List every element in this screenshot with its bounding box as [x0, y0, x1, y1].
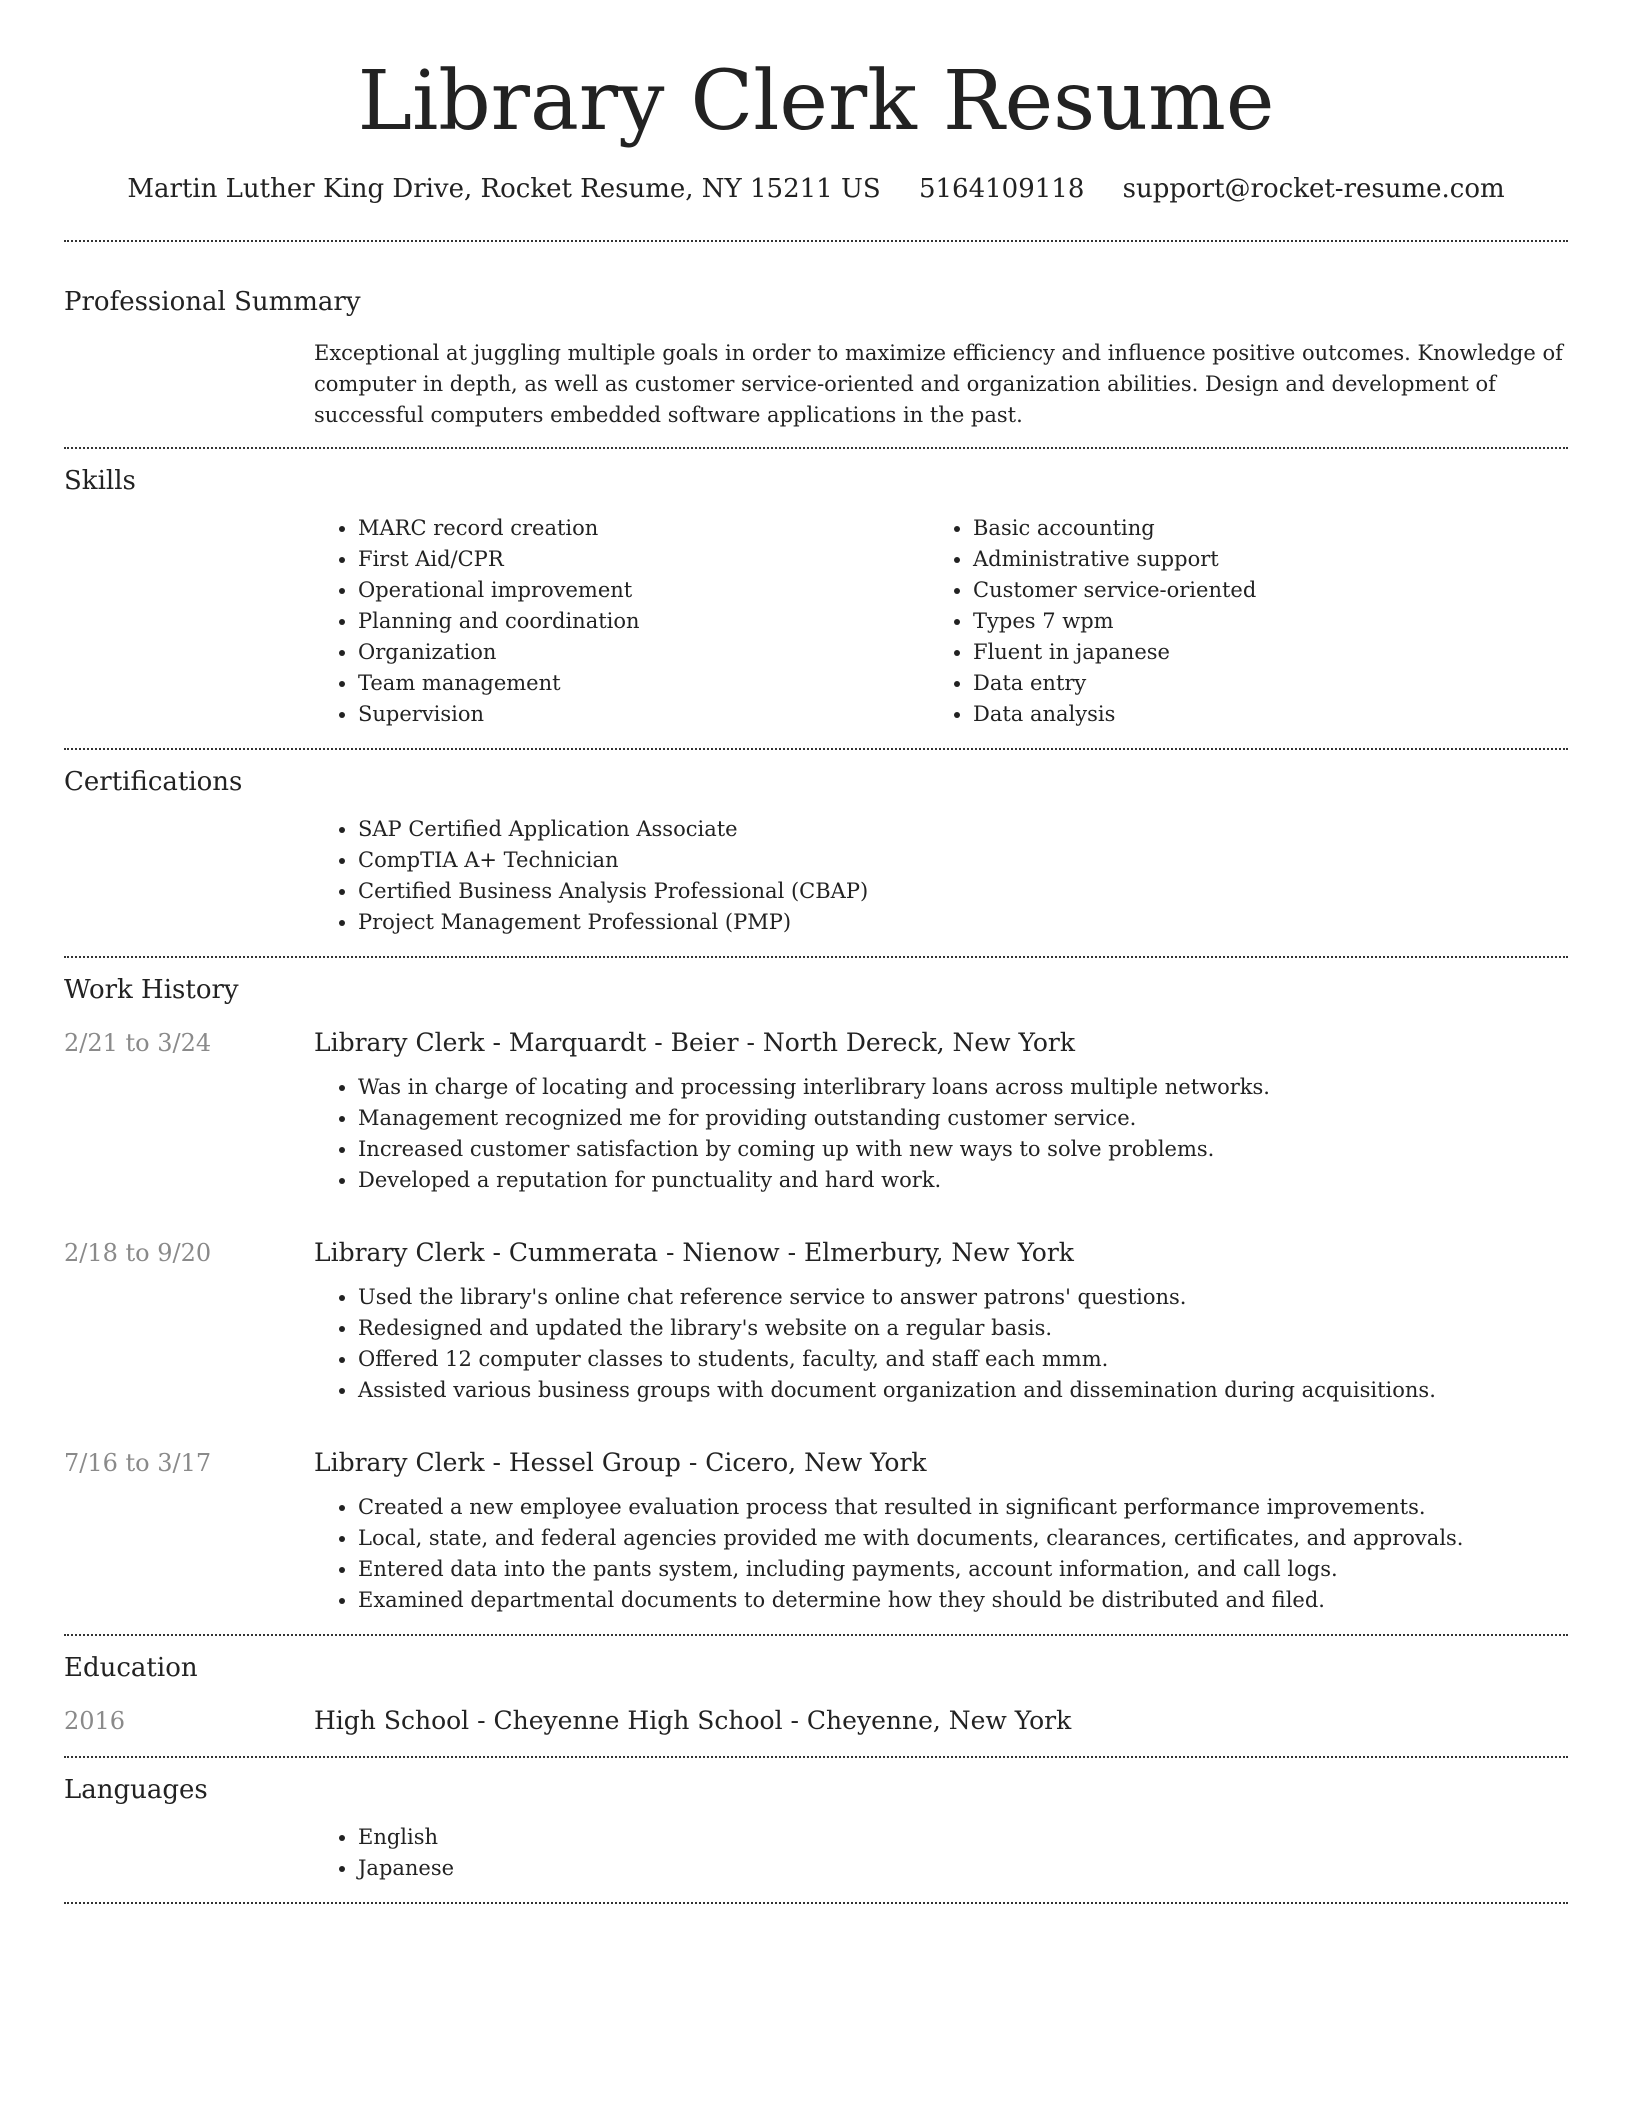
- job-bullets: [314, 1492, 1568, 1616]
- skills-column-right: [929, 513, 1544, 730]
- job-bullet: • Entered data into the pants system, including payments, account information, and call logs.: [358, 1554, 1568, 1585]
- certification-item: • Certified Business Analysis Professional (CBAP): [358, 876, 1568, 907]
- job-body: [314, 1446, 1568, 1616]
- job-bullet: • Examined departmental documents to determine how they should be distributed and filed.: [358, 1585, 1568, 1616]
- language-item: • English: [358, 1822, 1568, 1853]
- job-bullet: • Created a new employee evaluation process that resulted in significant performance improvements.: [358, 1492, 1568, 1523]
- summary-heading: Professional Summary: [64, 287, 361, 317]
- skill-item: • Administrative support: [973, 544, 1544, 575]
- certifications-block: [314, 814, 1568, 938]
- skill-item: • First Aid/CPR: [358, 544, 929, 575]
- skill-item: • Basic accounting: [973, 513, 1544, 544]
- job-title: Library Clerk - Cummerata - Nienow - Elmerbury, New York: [314, 1238, 1074, 1267]
- skill-item: • Customer service-oriented: [973, 575, 1544, 606]
- job-bullet: • Local, state, and federal agencies provided me with documents, clearances, certificates, and approvals.: [358, 1523, 1568, 1554]
- job-bullet: • Was in charge of locating and processing interlibrary loans across multiple networks.: [358, 1072, 1568, 1103]
- job-bullet: • Management recognized me for providing outstanding customer service.: [358, 1103, 1568, 1134]
- job-bullets: [314, 1072, 1568, 1196]
- certifications-list: [314, 814, 1568, 938]
- job-bullets: [314, 1282, 1568, 1406]
- section-divider: [64, 1902, 1568, 1904]
- certification-item: • SAP Certified Application Associate: [358, 814, 1568, 845]
- job-title: Library Clerk - Marquardt - Beier - North Dereck, New York: [314, 1028, 1075, 1057]
- skills-column-left: [314, 513, 929, 730]
- job-body: [314, 1026, 1568, 1196]
- job-bullet: • Redesigned and updated the library's website on a regular basis.: [358, 1313, 1568, 1344]
- skill-item: • MARC record creation: [358, 513, 929, 544]
- contact-phone: 5164109118: [918, 174, 1085, 204]
- job-entry: [64, 1446, 1568, 1616]
- skill-item: • Team management: [358, 668, 929, 699]
- job-bullet: • Increased customer satisfaction by coming up with new ways to solve problems.: [358, 1134, 1568, 1165]
- contact-address: Martin Luther King Drive, Rocket Resume, NY 15211 US: [127, 174, 881, 204]
- skill-item: • Operational improvement: [358, 575, 929, 606]
- certifications-section: [64, 750, 1568, 938]
- skill-item: • Fluent in japanese: [973, 637, 1544, 668]
- languages-list: [314, 1822, 1568, 1884]
- skills-heading: Skills: [64, 466, 136, 496]
- job-dates: 2/18 to 9/20: [64, 1239, 212, 1267]
- languages-heading: Languages: [64, 1775, 208, 1805]
- certification-item: • CompTIA A+ Technician: [358, 845, 1568, 876]
- language-item: • Japanese: [358, 1853, 1568, 1884]
- job-body: [314, 1236, 1568, 1406]
- job-title: Library Clerk - Hessel Group - Cicero, New York: [314, 1448, 927, 1477]
- certification-item: • Project Management Professional (PMP): [358, 907, 1568, 938]
- job-dates: 7/16 to 3/17: [64, 1449, 212, 1477]
- skill-item: • Types 7 wpm: [973, 606, 1544, 637]
- job-entry: [64, 1236, 1568, 1406]
- work-history-section: [64, 958, 1568, 1634]
- education-entry: [64, 1704, 1568, 1738]
- skills-list-right: [929, 513, 1544, 730]
- resume-title: Library Clerk Resume: [357, 54, 1275, 149]
- education-heading: Education: [64, 1653, 198, 1683]
- skills-grid: [314, 513, 1568, 730]
- job-entry: [64, 1026, 1568, 1196]
- education-year: 2016: [64, 1707, 126, 1735]
- skill-item: • Planning and coordination: [358, 606, 929, 637]
- contact-line: [64, 170, 1568, 208]
- skill-item: • Data analysis: [973, 699, 1544, 730]
- certifications-heading: Certifications: [64, 767, 243, 797]
- skills-list-left: [314, 513, 929, 730]
- job-bullet: • Assisted various business groups with document organization and dissemination during acquisitions.: [358, 1375, 1568, 1406]
- education-section: [64, 1636, 1568, 1738]
- skill-item: • Supervision: [358, 699, 929, 730]
- skills-section: [64, 449, 1568, 730]
- languages-section: [64, 1758, 1568, 1884]
- education-title: High School - Cheyenne High School - Cheyenne, New York: [314, 1706, 1072, 1735]
- job-bullet: • Developed a reputation for punctuality and hard work.: [358, 1165, 1568, 1196]
- summary-text: Exceptional at juggling multiple goals in order to maximize efficiency and influence positive outcomes. Knowledge of computer in depth, as well as customer service-oriented and organization abilities. Design and development of successful computers embedded software applications in the past.: [314, 341, 1563, 427]
- job-dates: 2/21 to 3/24: [64, 1029, 212, 1057]
- languages-block: [314, 1822, 1568, 1884]
- job-bullet: • Offered 12 computer classes to students, faculty, and staff each mmm.: [358, 1344, 1568, 1375]
- resume-page: [64, 0, 1568, 1904]
- work-history-heading: Work History: [64, 975, 239, 1005]
- skill-item: • Organization: [358, 637, 929, 668]
- skill-item: • Data entry: [973, 668, 1544, 699]
- contact-email: support@rocket-resume.com: [1122, 174, 1505, 204]
- summary-section: [64, 242, 1568, 431]
- job-bullet: • Used the library's online chat reference service to answer patrons' questions.: [358, 1282, 1568, 1313]
